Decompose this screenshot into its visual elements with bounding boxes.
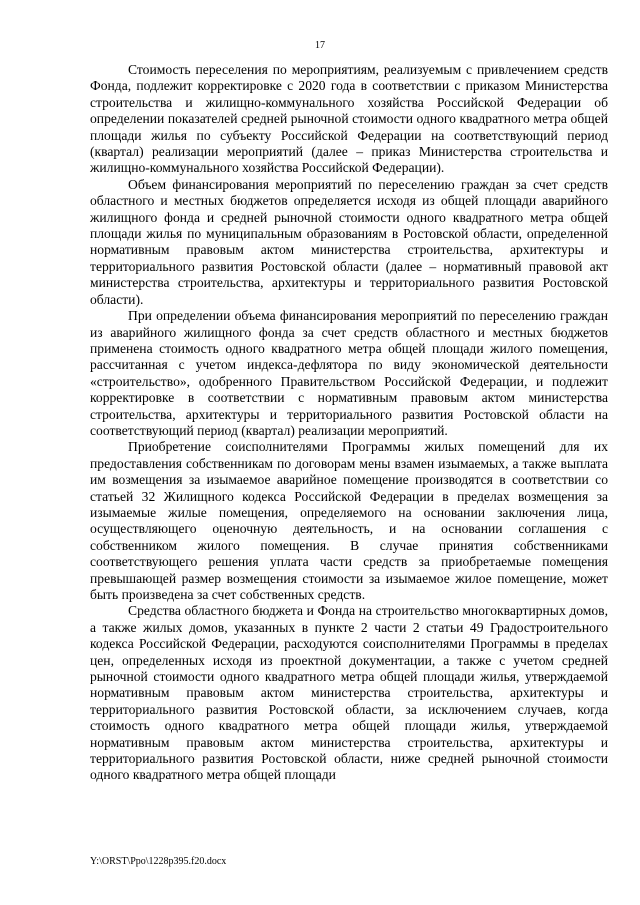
paragraph: Объем финансирования мероприятий по переселению граждан за счет средств областного и местных бюджетов определяется исходя из общей площади аварийного жилищного фонда и средней рыночной стоимости одного квадратного метра общей площади жилья по муниципальным образованиям в Ростовской области, определенной нормативным правовым актом министерства строительства, архитектуры и территориального развития Ростовской области (далее – нормативный правовой акт министерства строительства, архитектуры и территориального развития Ростовской области).	[90, 176, 608, 307]
paragraph: Средства областного бюджета и Фонда на строительство многоквартирных домов, а также жилых домов, указанных в пункте 2 части 2 статьи 49 Градостроительного кодекса Российской Федерации, расходуются соисполнителями Программы в пределах цен, определенных исходя из проектной документации, а также с учетом средней рыночной стоимости одного квадратного метра общей площади жилья, утверждаемой нормативным правовым актом министерства строительства, архитектуры и территориального развития Ростовской области, за исключением случаев, когда стоимость одного квадратного метра общей площади жилья, утверждаемой нормативным правовым актом министерства строительства, архитектуры и территориального развития Ростовской области, ниже средней рыночной стоимости одного квадратного метра общей площади	[90, 603, 608, 783]
document-body	[90, 62, 608, 784]
paragraph: При определении объема финансирования мероприятий по переселению граждан из аварийного жилищного фонда за счет средств областного и местных бюджетов применена стоимость одного квадратного метра общей площади жилого помещения, рассчитанная с учетом индекса-дефлятора по виду экономической деятельности «строительство», одобренного Правительством Российской Федерации, и подлежит корректировке в соответствии с нормативным правовым актом министерства строительства, архитектуры и территориального развития Ростовской области на соответствующий период (квартал) реализации мероприятий.	[90, 308, 608, 438]
paragraph: Приобретение соисполнителями Программы жилых помещений для их предоставления собственникам по договорам мены взамен изымаемых, а также выплата им возмещения за изымаемое аварийное помещение производятся в соответствии со статьей 32 Жилищного кодекса Российской Федерации в пределах возмещения за изымаемые жилые помещения, определяемого на основании заключения лица, осуществляющего оценочную деятельность, и на основании соглашения с собственником жилого помещения. В случае принятия собственниками соответствующего решения уплата части средств за приобретаемые помещения превышающей размер возмещения стоимости за изымаемое жилое помещение, может быть произведена за счет собственных средств.	[90, 439, 608, 602]
footer-file-path: Y:\ORST\Ppo\1228p395.f20.docx	[90, 856, 227, 867]
paragraph: Стоимость переселения по мероприятиям, реализуемым с привлечением средств Фонда, подлежит корректировке с 2020 года в соответствии с приказом Министерства строительства и жилищно-коммунального хозяйства Российской Федерации об определении показателей средней рыночной стоимости одного квадратного метра общей площади жилья по субъекту Российской Федерации на соответствующий период (квартал) реализации мероприятий (далее – приказ Министерства строительства и жилищно-коммунального хозяйства Российской Федерации).	[90, 62, 608, 176]
page-number: 17	[315, 40, 325, 51]
